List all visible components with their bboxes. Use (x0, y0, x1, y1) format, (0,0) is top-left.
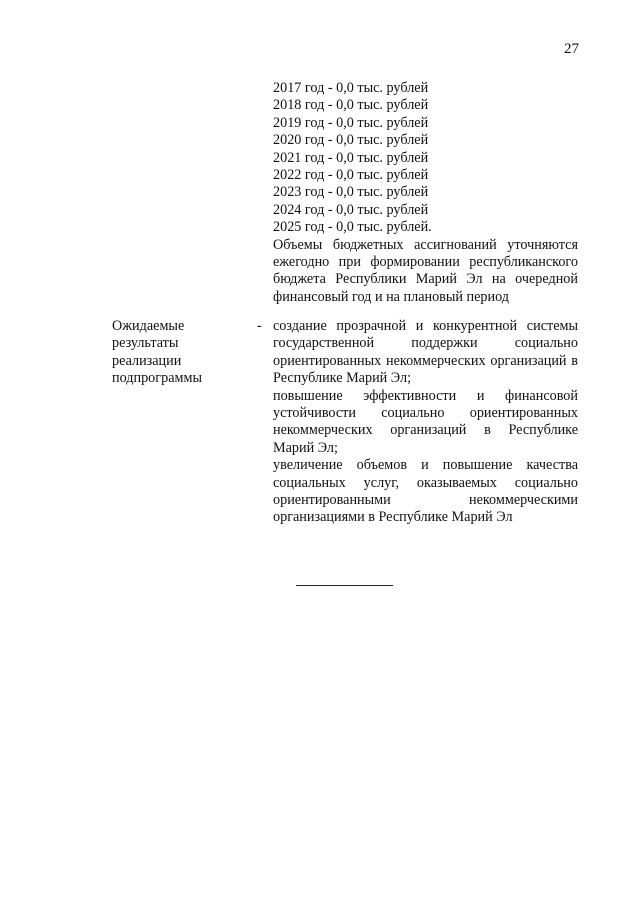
expected-results-label: Ожидаемые результаты реализации подпрограммы (112, 318, 202, 387)
funding-by-year (273, 80, 578, 306)
result-item: повышение эффективности и финансовой устойчивости социально ориентированных некоммерческих организаций в Республике Марий Эл; (273, 387, 578, 456)
funding-year-2021: 2021 год - 0,0 тыс. рублей (273, 149, 429, 166)
funding-year-2023: 2023 год - 0,0 тыс. рублей (273, 184, 429, 201)
result-item: увеличение объемов и повышение качества социальных услуг, оказываемых социально ориентированными некоммерческими организациями в Республике Марий Эл (273, 457, 578, 526)
funding-note: Объемы бюджетных ассигнований уточняются ежегодно при формировании республиканского бюджета Республики Марий Эл на очередной финансовый год и на плановый период (273, 236, 578, 305)
expected-results-text (273, 318, 578, 527)
funding-year-2020: 2020 год - 0,0 тыс. рублей (273, 132, 429, 149)
funding-year-2025: 2025 год - 0,0 тыс. рублей. (273, 219, 432, 236)
page-number: 27 (564, 41, 579, 57)
funding-year-2019: 2019 год - 0,0 тыс. рублей (273, 114, 429, 131)
result-item: создание прозрачной и конкурентной системы государственной поддержки социально ориентированных некоммерческих организаций в Республике Марий Эл; (273, 318, 578, 387)
funding-year-2017: 2017 год - 0,0 тыс. рублей (273, 80, 429, 96)
funding-year-2022: 2022 год - 0,0 тыс. рублей (273, 167, 429, 184)
end-of-section-rule (296, 585, 393, 586)
funding-year-2018: 2018 год - 0,0 тыс. рублей (273, 97, 429, 114)
row-dash: - (257, 318, 262, 334)
funding-year-2024: 2024 год - 0,0 тыс. рублей (273, 201, 429, 218)
